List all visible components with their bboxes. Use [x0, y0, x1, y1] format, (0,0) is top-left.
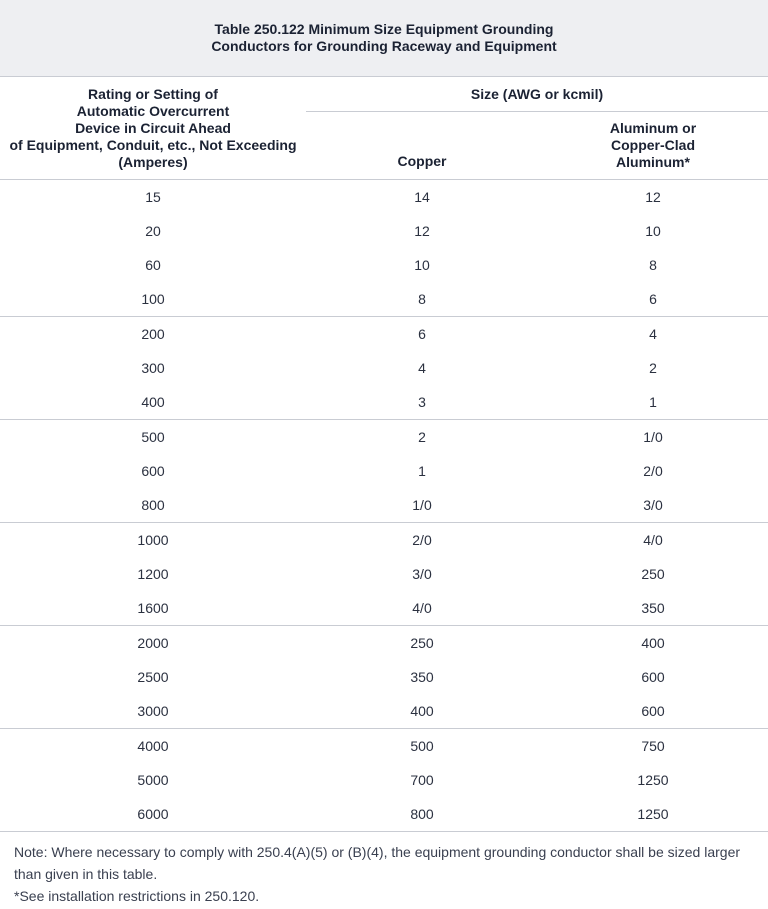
table-row [0, 763, 768, 797]
table-row [0, 282, 768, 316]
table-row-group [0, 523, 768, 626]
aluminum-cell: 12 [645, 189, 661, 205]
copper-cell: 8 [418, 291, 426, 307]
table-row [0, 626, 768, 660]
rating-cell: 1600 [137, 600, 169, 616]
copper-cell: 250 [410, 635, 434, 651]
rating-header-line: Automatic Overcurrent [76, 103, 230, 119]
copper-cell: 4 [418, 360, 426, 376]
table-row [0, 214, 768, 248]
table-title-line-1: Table 250.122 Minimum Size Equipment Grounding [214, 21, 554, 37]
table-row-group [0, 180, 768, 317]
table-row [0, 797, 768, 831]
rating-header-line: of Equipment, Conduit, etc., Not Exceeding [9, 137, 297, 153]
table-header [0, 77, 768, 180]
aluminum-column-header [538, 120, 768, 171]
copper-cell: 3 [418, 394, 426, 410]
rating-cell: 1200 [137, 566, 169, 582]
table-row [0, 557, 768, 591]
aluminum-cell: 400 [641, 635, 665, 651]
rating-cell: 500 [141, 429, 165, 445]
table-row [0, 317, 768, 351]
aluminum-cell: 250 [641, 566, 665, 582]
rating-cell: 2500 [137, 669, 169, 685]
copper-cell: 400 [410, 703, 434, 719]
rating-header-line: Device in Circuit Ahead [75, 120, 231, 136]
table-row [0, 454, 768, 488]
copper-cell: 700 [410, 772, 434, 788]
copper-column-header: Copper [397, 153, 447, 169]
rating-cell: 6000 [137, 806, 169, 822]
aluminum-cell: 2 [649, 360, 657, 376]
rating-cell: 300 [141, 360, 165, 376]
aluminum-cell: 600 [641, 669, 665, 685]
table-row [0, 248, 768, 282]
aluminum-cell: 3/0 [643, 497, 663, 513]
table-row [0, 729, 768, 763]
table-row [0, 385, 768, 419]
copper-cell: 3/0 [412, 566, 432, 582]
rating-header-line: Rating or Setting of [88, 86, 218, 102]
table-row [0, 488, 768, 522]
table-row [0, 180, 768, 214]
rating-cell: 600 [141, 463, 165, 479]
size-group-divider [306, 111, 768, 112]
table-title-line-2: Conductors for Grounding Raceway and Equipment [211, 38, 557, 54]
table-note: Note: Where necessary to comply with 250.4(A)(5) or (B)(4), the equipment grounding conductor shall be sized larger than given in this table. [14, 844, 741, 882]
aluminum-cell: 350 [641, 600, 665, 616]
table-body [0, 180, 768, 832]
rating-cell: 200 [141, 326, 165, 342]
aluminum-cell: 1250 [637, 772, 669, 788]
table-row [0, 351, 768, 385]
copper-cell: 12 [414, 223, 430, 239]
copper-cell: 10 [414, 257, 430, 273]
rating-cell: 100 [141, 291, 165, 307]
table-row [0, 420, 768, 454]
table-row-group [0, 317, 768, 420]
aluminum-cell: 1/0 [643, 429, 663, 445]
copper-cell: 4/0 [412, 600, 432, 616]
table-row [0, 523, 768, 557]
aluminum-cell: 6 [649, 291, 657, 307]
rating-column-header [0, 86, 306, 171]
rating-cell: 15 [145, 189, 161, 205]
aluminum-cell: 750 [641, 738, 665, 754]
table-footnote: *See installation restrictions in 250.120. [14, 888, 260, 904]
table-row-group [0, 729, 768, 832]
aluminum-header-line: Aluminum or [609, 120, 697, 136]
copper-cell: 2 [418, 429, 426, 445]
aluminum-header-line: Copper-Clad [611, 137, 695, 153]
rating-cell: 4000 [137, 738, 169, 754]
rating-cell: 800 [141, 497, 165, 513]
rating-cell: 400 [141, 394, 165, 410]
aluminum-cell: 4 [649, 326, 657, 342]
rating-cell: 3000 [137, 703, 169, 719]
copper-cell: 1 [418, 463, 426, 479]
table-title [0, 0, 768, 77]
copper-cell: 6 [418, 326, 426, 342]
aluminum-cell: 600 [641, 703, 665, 719]
rating-cell: 5000 [137, 772, 169, 788]
aluminum-cell: 8 [649, 257, 657, 273]
aluminum-cell: 4/0 [643, 532, 663, 548]
aluminum-header-line: Aluminum* [616, 154, 690, 170]
table-row [0, 591, 768, 625]
copper-cell: 1/0 [412, 497, 432, 513]
aluminum-cell: 2/0 [643, 463, 663, 479]
table-row-group [0, 420, 768, 523]
rating-cell: 20 [145, 223, 161, 239]
copper-cell: 800 [410, 806, 434, 822]
rating-cell: 2000 [137, 635, 169, 651]
table-row-group [0, 626, 768, 729]
rating-cell: 60 [145, 257, 161, 273]
copper-cell: 14 [414, 189, 430, 205]
table-notes [0, 832, 768, 907]
rating-header-line: (Amperes) [118, 154, 188, 170]
size-group-header: Size (AWG or kcmil) [470, 86, 604, 102]
aluminum-cell: 1250 [637, 806, 669, 822]
rating-cell: 1000 [137, 532, 169, 548]
copper-cell: 350 [410, 669, 434, 685]
copper-cell: 2/0 [412, 532, 432, 548]
aluminum-cell: 10 [645, 223, 661, 239]
table-row [0, 694, 768, 728]
copper-cell: 500 [410, 738, 434, 754]
aluminum-cell: 1 [649, 394, 657, 410]
table-row [0, 660, 768, 694]
